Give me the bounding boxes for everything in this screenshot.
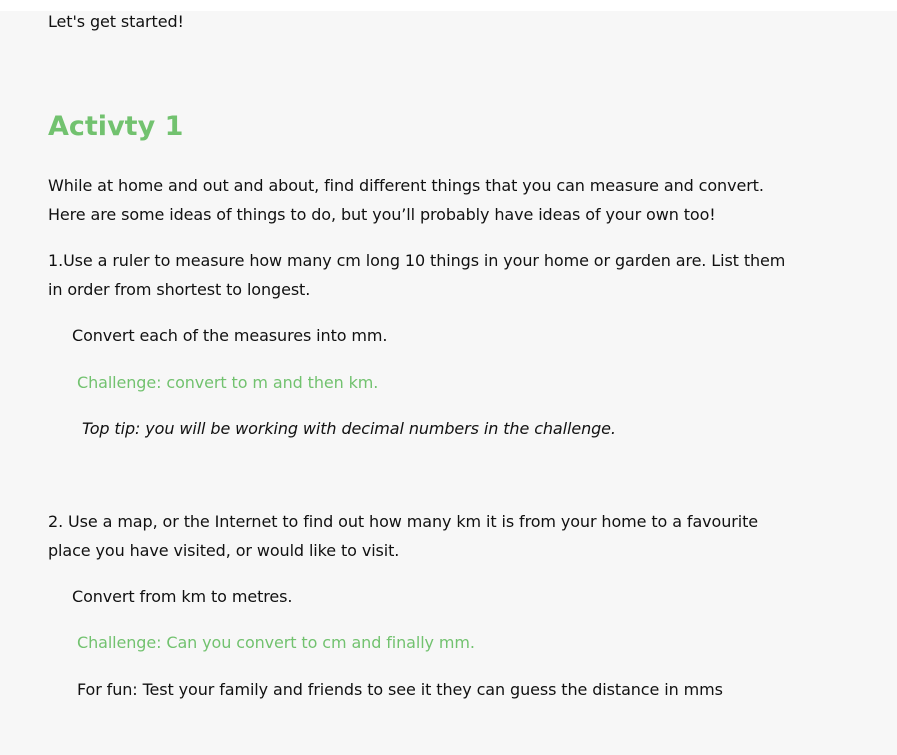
- task-1-challenge: Challenge: convert to m and then km.: [77, 373, 379, 392]
- task-2-for-fun: For fun: Test your family and friends to see it they can guess the distance in mms: [77, 680, 723, 699]
- task-1-convert: Convert each of the measures into mm.: [72, 326, 388, 345]
- intro-text: Let's get started!: [48, 12, 184, 31]
- task-2-line-1: 2. Use a map, or the Internet to find out how many km it is from your home to a favourite: [48, 512, 758, 531]
- task-2-challenge: Challenge: Can you convert to cm and finally mm.: [77, 633, 475, 652]
- top-tip-text: : you will be working with decimal numbers in the challenge.: [135, 419, 616, 438]
- activity-heading: Activty 1: [48, 111, 184, 142]
- top-tip-label: Top tip: [82, 419, 136, 438]
- task-1-top-tip: [82, 414, 616, 443]
- task-2-line-2: place you have visited, or would like to visit.: [48, 541, 400, 560]
- task-2-convert: Convert from km to metres.: [72, 587, 293, 606]
- activity-intro-line-2: Here are some ideas of things to do, but you’ll probably have ideas of your own too!: [48, 205, 716, 224]
- activity-intro-line-1: While at home and out and about, find different things that you can measure and convert.: [48, 176, 764, 195]
- task-1-line-2: in order from shortest to longest.: [48, 280, 311, 299]
- task-1-line-1: 1.Use a ruler to measure how many cm long 10 things in your home or garden are. List them: [48, 251, 786, 270]
